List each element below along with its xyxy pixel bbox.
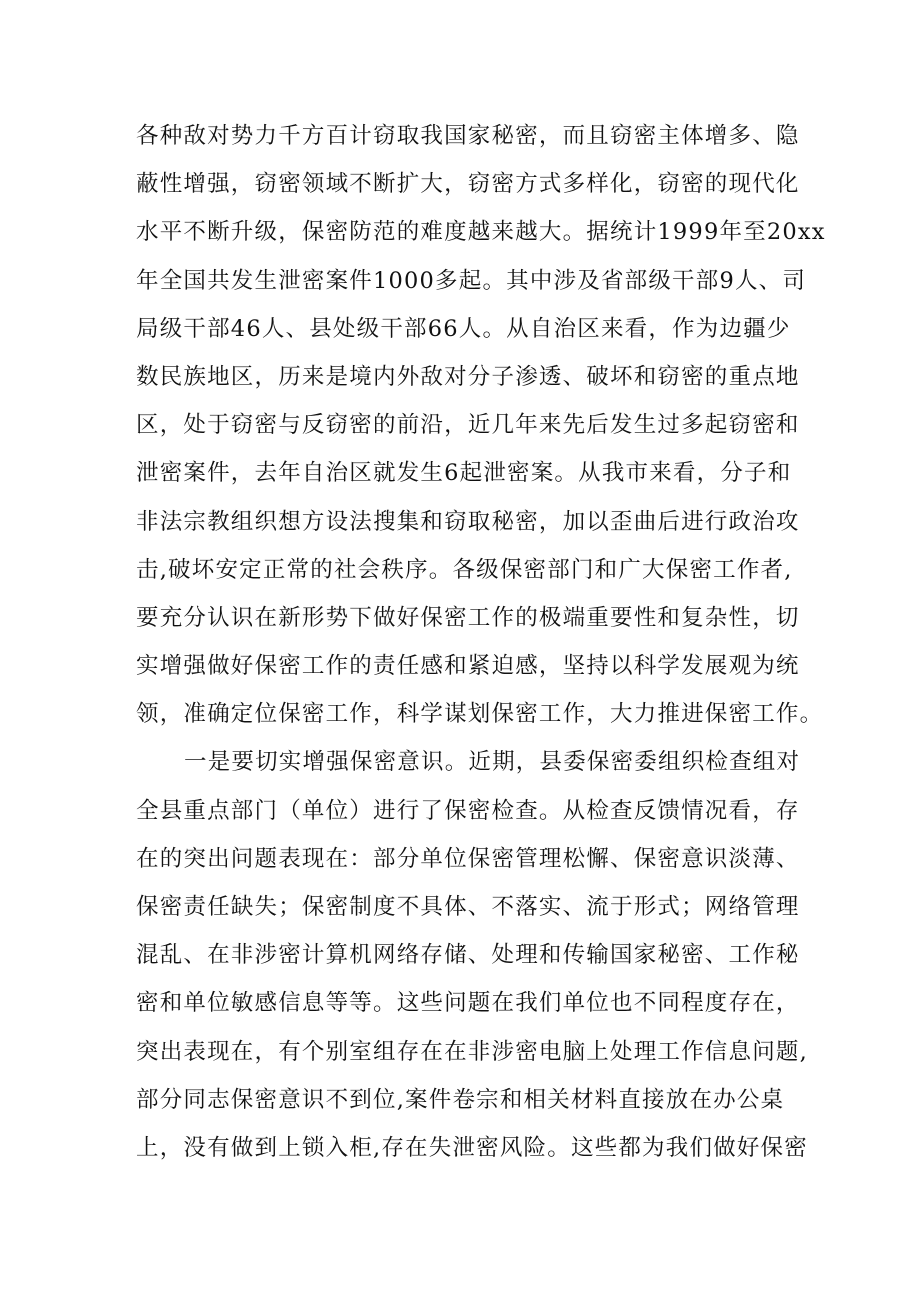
text-line: 实增强做好保密工作的责任感和紧迫感，坚持以科学发展观为统 xyxy=(136,653,800,680)
text-line: 非法宗教组织想方设法搜集和窃取秘密，加以歪曲后进行政治攻 xyxy=(136,508,800,535)
text-line: 局级干部46人、县处级干部66人。从自治区来看，作为边疆少 xyxy=(136,315,791,342)
paragraph-start-line: 一是要切实增强保密意识。近期，县委保密委组织检查组对 xyxy=(184,749,801,776)
text-line: 混乱、在非涉密计算机网络存储、处理和传输国家秘密、工作秘 xyxy=(136,942,800,969)
text-line: 全县重点部门（单位）进行了保密检查。从检查反馈情况看，存 xyxy=(136,797,800,824)
text-line: 上，没有做到上锁入柜,存在失泄密风险。这些都为我们做好保密 xyxy=(136,1134,808,1161)
text-line: 区，处于窃密与反窃密的前沿，近几年来先后发生过多起窃密和 xyxy=(136,412,800,439)
text-line: 要充分认识在新形势下做好保密工作的极端重要性和复杂性，切 xyxy=(136,604,800,631)
text-line: 年全国共发生泄密案件1000多起。其中涉及省部级干部9人、司 xyxy=(136,267,807,294)
text-line: 泄密案件，去年自治区就发生6起泄密案。从我市来看，分子和 xyxy=(136,460,792,487)
text-line: 各种敌对势力千方百计窃取我国家秘密，而且窃密主体增多、隐 xyxy=(136,123,800,149)
body-text xyxy=(136,112,826,1172)
text-line: 击,破坏安定正常的社会秩序。各级保密部门和广大保密工作者, xyxy=(136,556,793,583)
text-line: 数民族地区，历来是境内外敌对分子渗透、破坏和窃密的重点地 xyxy=(136,363,800,390)
text-line: 水平不断升级，保密防范的难度越来越大。据统计1999年至20xx xyxy=(136,219,826,246)
text-line: 在的突出问题表现在：部分单位保密管理松懈、保密意识淡薄、 xyxy=(136,845,800,872)
text-line: 突出表现在，有个别室组存在在非涉密电脑上处理工作信息问题, xyxy=(136,1038,808,1065)
text-line: 部分同志保密意识不到位,案件卷宗和相关材料直接放在办公桌 xyxy=(136,1086,785,1113)
text-line: 密和单位敏感信息等等。这些问题在我们单位也不同程度存在， xyxy=(136,990,800,1017)
text-line: 蔽性增强，窃密领域不断扩大，窃密方式多样化，窃密的现代化 xyxy=(136,171,800,198)
text-line: 领，准确定位保密工作，科学谋划保密工作，大力推进保密工作。 xyxy=(136,701,824,728)
text-line: 保密责任缺失；保密制度不具体、不落实、流于形式；网络管理 xyxy=(136,894,800,920)
